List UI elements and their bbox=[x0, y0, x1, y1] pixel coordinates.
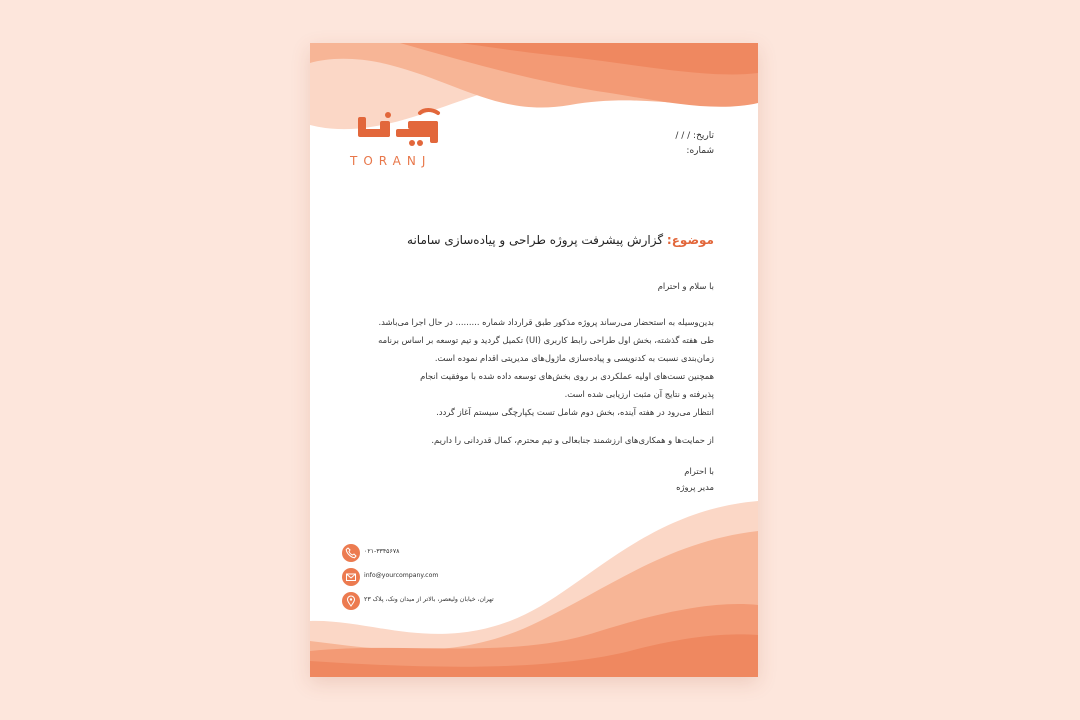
location-pin-icon bbox=[342, 592, 360, 610]
toranj-logo-mark bbox=[350, 107, 442, 151]
bottom-wave-decoration bbox=[310, 501, 758, 677]
date-field: تاریخ: / / / bbox=[675, 131, 714, 141]
logo-wordmark: TORANJ bbox=[350, 154, 432, 168]
subject-text: گزارش پیشرفت پروژه طراحی و پیاده‌سازی سامانه bbox=[407, 233, 667, 247]
contact-phone bbox=[342, 544, 522, 564]
street-address: تهران، خیابان ولیعصر، بالاتر از میدان ونک، پلاک ۲۳ bbox=[364, 596, 494, 603]
closing-signatory: مدیر پروژه bbox=[676, 482, 714, 492]
letter-body bbox=[324, 313, 714, 421]
body-line: زمان‌بندی نسبت به کدنویسی و پیاده‌سازی ماژول‌های مدیریتی اقدام نموده است. bbox=[434, 353, 714, 363]
subject-label: موضوع: bbox=[666, 233, 714, 247]
letter-meta bbox=[574, 129, 714, 159]
greeting: با سلام و احترام bbox=[657, 281, 714, 291]
phone-number: ۰۲۱-۳۳۴۵۶۷۸ bbox=[364, 548, 400, 555]
phone-icon bbox=[342, 544, 360, 562]
body-line: همچنین تست‌های اولیه عملکردی بر روی بخش‌های توسعه داده شده با موفقیت انجام bbox=[420, 371, 714, 381]
toranj-logo bbox=[336, 107, 446, 179]
closing-regards: با احترام bbox=[684, 466, 714, 476]
mail-icon bbox=[342, 568, 360, 586]
thanks-line: از حمایت‌ها و همکاری‌های ارزشمند جنابعالی و تیم محترم، کمال قدردانی را داریم. bbox=[431, 435, 714, 445]
letter-closing bbox=[324, 463, 714, 495]
contact-email bbox=[342, 568, 522, 588]
body-line: انتظار می‌رود در هفته آینده، بخش دوم شامل تست یکپارچگی سیستم آغاز گردد. bbox=[436, 407, 714, 417]
letter-subject bbox=[334, 233, 714, 247]
body-line: بدین‌وسیله به استحضار می‌رساند پروژه مذکور طبق قرارداد شماره ......... در حال اجرا می‌باشد. bbox=[378, 317, 714, 327]
contact-address bbox=[342, 592, 522, 612]
email-address: info@yourcompany.com bbox=[364, 572, 439, 579]
body-line: طی هفته گذشته، بخش اول طراحی رابط کاربری (UI) تکمیل گردید و تیم توسعه بر اساس برنامه bbox=[378, 335, 714, 345]
letterhead-page bbox=[310, 43, 758, 677]
number-field: شماره: bbox=[686, 146, 714, 156]
body-line: پذیرفته و نتایج آن مثبت ارزیابی شده است. bbox=[564, 389, 714, 399]
